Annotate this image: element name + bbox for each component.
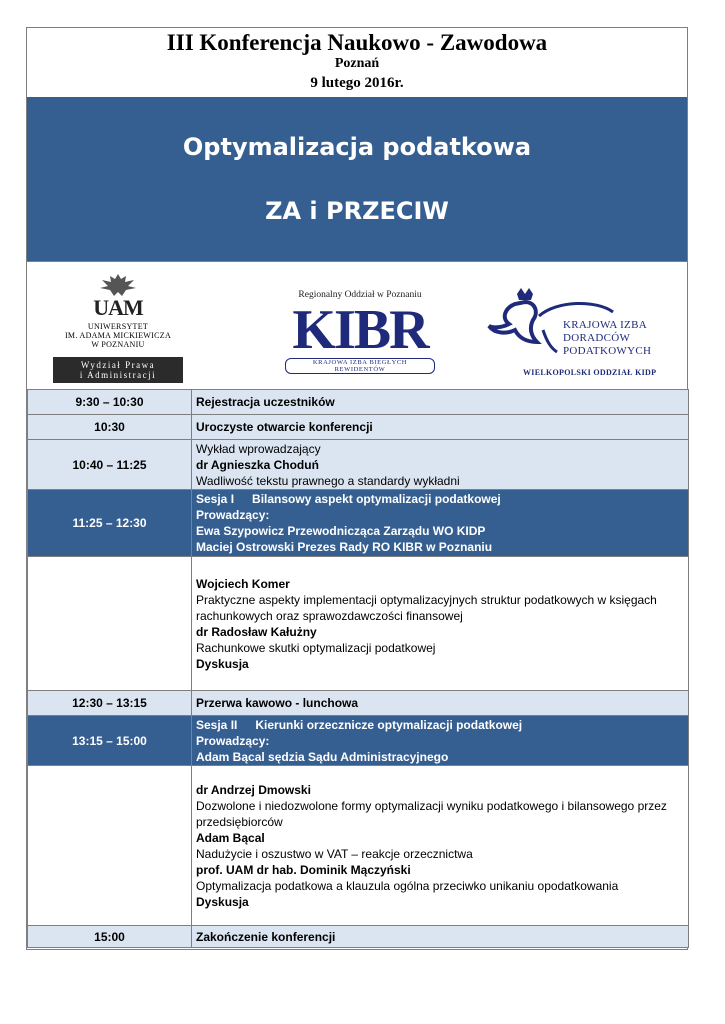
speaker-name: dr Radosław Kałużny bbox=[196, 624, 317, 639]
uam-name bbox=[53, 322, 183, 349]
session-row bbox=[28, 716, 689, 766]
kibr-logo bbox=[285, 290, 435, 380]
session-title-line bbox=[196, 717, 688, 733]
talk-topic: Dozwolone i niedozwolone formy optymalizacji wyniku podatkowego i bilansowego przez przedsiębiorców bbox=[196, 798, 667, 829]
banner-subtitle: ZA i PRZECIW bbox=[265, 197, 449, 225]
program-time bbox=[28, 766, 192, 926]
program-item: Rejestracja uczestników bbox=[192, 390, 689, 415]
speaker-name: prof. UAM dr hab. Dominik Mączyński bbox=[196, 862, 411, 877]
program-item: Zakończenie konferencji bbox=[192, 926, 689, 948]
conference-city: Poznań bbox=[334, 56, 380, 71]
program-item: Uroczyste otwarcie konferencji bbox=[192, 415, 689, 440]
speaker-name: Wojciech Komer bbox=[196, 576, 290, 591]
kidp-logo bbox=[487, 286, 667, 381]
chair-name: Ewa Szypowicz Przewodnicząca Zarządu WO KIDP bbox=[196, 524, 486, 538]
talk-topic: Optymalizacja podatkowa a klauzula ogólna przeciwko unikaniu opodatkowania bbox=[196, 878, 619, 893]
banner-title: Optymalizacja podatkowa bbox=[182, 133, 532, 161]
session-title-line bbox=[196, 491, 688, 507]
uam-logo bbox=[53, 272, 183, 388]
kidp-name-line: PODATKOWYCH bbox=[563, 345, 652, 357]
session-title: Kierunki orzecznicze optymalizacji podatkowej bbox=[255, 717, 523, 732]
discussion-label: Dyskusja bbox=[196, 894, 249, 909]
program-row bbox=[28, 926, 689, 948]
chairs-label: Prowadzący: bbox=[196, 508, 270, 522]
speaker-name: dr Agnieszka Choduń bbox=[196, 457, 319, 472]
kibr-subtitle: KRAJOWA IZBA BIEGŁYCH REWIDENTÓW bbox=[285, 358, 435, 374]
logos-row bbox=[27, 261, 687, 390]
talk-topic: Praktyczne aspekty implementacji optymalizacyjnych struktur podatkowych w księgach rachunkowych oraz sprawozdawczości finansowej bbox=[196, 592, 657, 623]
session-label: Sesja I bbox=[196, 492, 235, 506]
program-row bbox=[28, 691, 689, 716]
program-time: 10:40 – 11:25 bbox=[28, 440, 192, 490]
talk-topic: Rachunkowe skutki optymalizacji podatkowej bbox=[196, 640, 436, 655]
kidp-footer: WIELKOPOLSKI ODDZIAŁ KIDP bbox=[523, 368, 657, 377]
kidp-name-line: KRAJOWA IZBA bbox=[563, 319, 647, 331]
session-header bbox=[192, 716, 689, 766]
uam-dept-line: Wydział Prawa bbox=[80, 360, 156, 370]
discussion-label: Dyskusja bbox=[196, 656, 249, 671]
session-talks bbox=[192, 766, 689, 926]
chair-name: Adam Bącal sędzia Sądu Administracyjnego bbox=[196, 749, 449, 764]
session-header bbox=[192, 490, 689, 557]
session-label: Sesja II bbox=[196, 717, 238, 732]
kidp-name bbox=[563, 319, 651, 358]
program-time bbox=[28, 557, 192, 691]
speaker-name: Adam Bącal bbox=[196, 830, 265, 845]
chairs-label: Prowadzący: bbox=[196, 733, 270, 748]
program-time: 13:15 – 15:00 bbox=[28, 716, 192, 766]
conference-title: III Konferencja Naukowo - Zawodowa bbox=[166, 30, 548, 55]
uam-department bbox=[53, 357, 183, 383]
program-time: 11:25 – 12:30 bbox=[28, 490, 192, 557]
session-row bbox=[28, 490, 689, 557]
document-frame bbox=[26, 27, 688, 950]
program-time: 12:30 – 13:15 bbox=[28, 691, 192, 716]
session-title: Bilansowy aspekt optymalizacji podatkowej bbox=[252, 492, 501, 506]
program-row bbox=[28, 415, 689, 440]
speaker-name: dr Andrzej Dmowski bbox=[196, 782, 311, 797]
program-time: 15:00 bbox=[28, 926, 192, 948]
program-row bbox=[28, 390, 689, 415]
conference-date: 9 lutego 2016r. bbox=[310, 75, 404, 91]
program-item bbox=[192, 440, 689, 490]
program-item: Przerwa kawowo - lunchowa bbox=[192, 691, 689, 716]
program-time: 9:30 – 10:30 bbox=[28, 390, 192, 415]
uam-name-line: W POZNANIU bbox=[91, 340, 145, 349]
program-table bbox=[27, 389, 689, 948]
uam-dept-line: i Administracji bbox=[79, 370, 157, 380]
kibr-mark: KIBR bbox=[292, 299, 428, 361]
talk-topic: Nadużycie i oszustwo w VAT – reakcje orzecznictwa bbox=[196, 846, 473, 861]
uam-name-line: UNIWERSYTET bbox=[87, 322, 149, 331]
conference-header bbox=[27, 28, 687, 96]
program-time: 10:30 bbox=[28, 415, 192, 440]
title-banner bbox=[27, 97, 687, 261]
program-row bbox=[28, 766, 689, 926]
lecture-topic: Wadliwość tekstu prawnego a standardy wykładni bbox=[196, 473, 460, 488]
session-talks bbox=[192, 557, 689, 691]
lecture-label: Wykład wprowadzający bbox=[196, 441, 321, 456]
kidp-name-line: DORADCÓW bbox=[563, 332, 631, 344]
uam-name-line: IM. ADAMA MICKIEWICZA bbox=[64, 331, 172, 340]
kibr-caption: Regionalny Oddział w Poznaniu bbox=[298, 290, 422, 300]
uam-mark: UAM bbox=[93, 295, 143, 320]
program-row bbox=[28, 557, 689, 691]
program-row bbox=[28, 440, 689, 490]
chair-name: Maciej Ostrowski Prezes Rady RO KIBR w Poznaniu bbox=[196, 540, 493, 554]
